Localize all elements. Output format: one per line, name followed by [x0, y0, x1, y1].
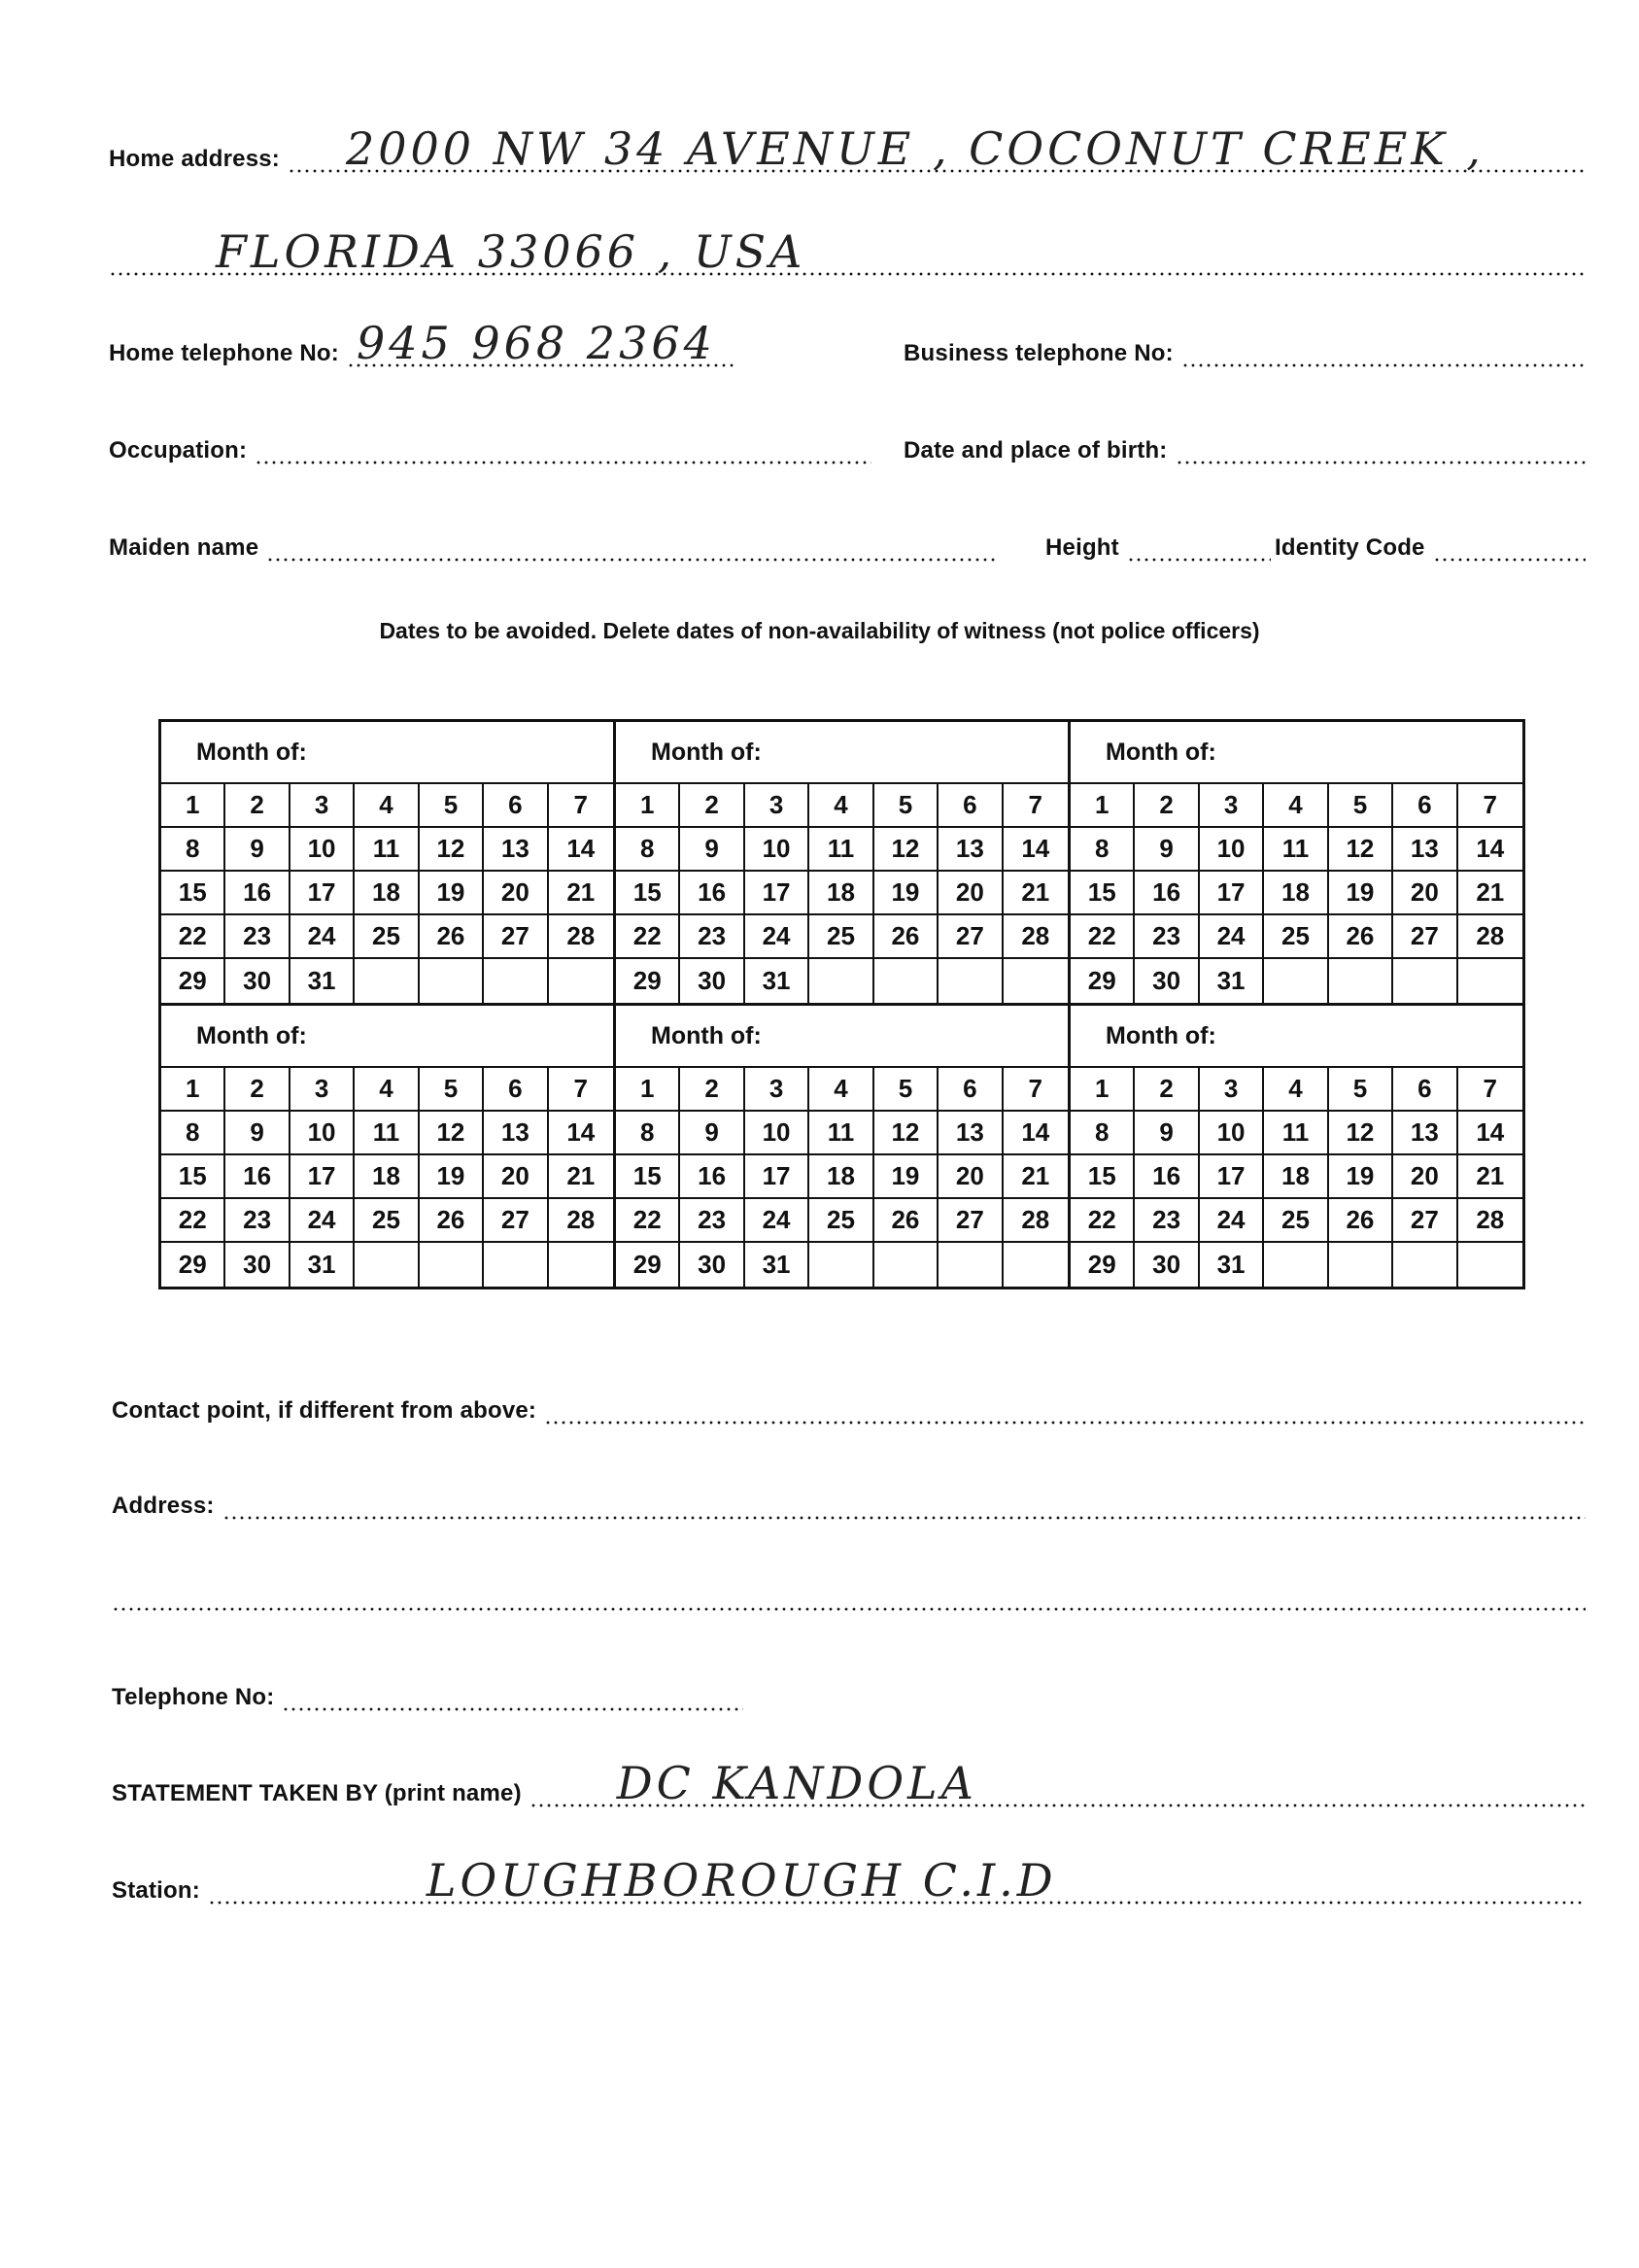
day-cell[interactable]: 12: [874, 828, 939, 872]
day-cell[interactable]: 14: [1458, 1112, 1522, 1155]
day-cell[interactable]: 31: [1200, 959, 1264, 1003]
day-cell[interactable]: 14: [549, 828, 613, 872]
day-cell[interactable]: 23: [1135, 915, 1199, 959]
day-cell[interactable]: 6: [939, 784, 1003, 828]
day-cell[interactable]: 17: [290, 872, 355, 915]
home-address-label: Home address:: [109, 146, 280, 172]
day-cell[interactable]: 30: [1135, 959, 1199, 1003]
day-cell[interactable]: 13: [1393, 1112, 1457, 1155]
day-cell[interactable]: 28: [1004, 1199, 1068, 1243]
day-cell[interactable]: 29: [1071, 1243, 1135, 1287]
day-cell[interactable]: 30: [680, 959, 744, 1003]
day-cell[interactable]: 9: [1135, 828, 1199, 872]
day-cell[interactable]: 18: [1264, 1155, 1328, 1199]
day-cell[interactable]: 24: [745, 915, 809, 959]
day-cell[interactable]: 8: [161, 828, 225, 872]
day-cell[interactable]: 23: [1135, 1199, 1199, 1243]
day-cell[interactable]: 7: [1004, 784, 1068, 828]
day-cell[interactable]: 26: [1329, 1199, 1393, 1243]
day-cell[interactable]: 25: [809, 1199, 873, 1243]
day-cell[interactable]: 3: [1200, 784, 1264, 828]
day-cell[interactable]: 11: [1264, 1112, 1328, 1155]
day-cell[interactable]: 8: [616, 1112, 680, 1155]
day-cell[interactable]: 16: [680, 1155, 744, 1199]
day-cell[interactable]: 13: [1393, 828, 1457, 872]
day-cell[interactable]: [355, 959, 419, 1003]
day-cell[interactable]: 3: [290, 784, 355, 828]
occupation-label: Occupation:: [109, 437, 248, 464]
date-place-birth-row: [904, 437, 1586, 464]
day-cell[interactable]: 5: [420, 784, 484, 828]
day-cell[interactable]: 8: [161, 1112, 225, 1155]
day-cell[interactable]: 14: [1004, 1112, 1068, 1155]
day-cell[interactable]: [1264, 1243, 1328, 1287]
day-cell[interactable]: 29: [1071, 959, 1135, 1003]
day-cell[interactable]: 11: [809, 828, 873, 872]
day-cell[interactable]: 12: [1329, 1112, 1393, 1155]
day-cell[interactable]: 7: [549, 1068, 613, 1112]
day-cell[interactable]: 13: [484, 828, 548, 872]
day-cell[interactable]: 28: [1458, 1199, 1522, 1243]
contact-point-label: Contact point, if different from above:: [112, 1397, 537, 1424]
day-cell[interactable]: 31: [290, 1243, 355, 1287]
month-label: Month of:: [161, 722, 613, 784]
home-telephone-field[interactable]: [347, 317, 735, 369]
day-cell[interactable]: [1004, 1243, 1068, 1287]
day-cell[interactable]: 25: [355, 1199, 419, 1243]
day-cell[interactable]: [549, 959, 613, 1003]
day-cell[interactable]: [1393, 959, 1457, 1003]
month-label: Month of:: [616, 722, 1068, 784]
dates-avoided-heading: Dates to be avoided. Delete dates of non-availability of witness (not police officers): [379, 618, 1260, 643]
address-row: [112, 1493, 1586, 1520]
telephone-row: [112, 1684, 743, 1711]
day-cell[interactable]: 15: [616, 1155, 680, 1199]
identity-code-row: [1275, 534, 1586, 562]
day-cell[interactable]: [1458, 1243, 1522, 1287]
maiden-name-label: Maiden name: [109, 534, 259, 561]
home-address-line1-value: 2000 NW 34 AVENUE , COCONUT CREEK ,: [346, 122, 1485, 175]
day-cell[interactable]: 11: [1264, 828, 1328, 872]
day-cell[interactable]: 22: [616, 1199, 680, 1243]
day-cell[interactable]: 15: [616, 872, 680, 915]
address-line2-field[interactable]: [112, 1586, 1586, 1611]
day-cell[interactable]: 18: [355, 872, 419, 915]
day-cell[interactable]: 20: [484, 1155, 548, 1199]
day-cell[interactable]: 12: [1329, 828, 1393, 872]
month-label: Month of:: [161, 1006, 613, 1068]
day-cell[interactable]: 23: [225, 1199, 290, 1243]
day-cell[interactable]: [549, 1243, 613, 1287]
day-cell[interactable]: 16: [680, 872, 744, 915]
day-cell[interactable]: 14: [1004, 828, 1068, 872]
day-cell[interactable]: 11: [809, 1112, 873, 1155]
day-grid: [1071, 1068, 1522, 1287]
day-cell[interactable]: [809, 1243, 873, 1287]
day-cell[interactable]: 21: [1458, 872, 1522, 915]
day-cell[interactable]: 10: [745, 828, 809, 872]
day-cell[interactable]: 27: [1393, 1199, 1457, 1243]
day-cell[interactable]: 26: [420, 1199, 484, 1243]
day-cell[interactable]: 1: [161, 1068, 225, 1112]
day-cell[interactable]: 13: [939, 828, 1003, 872]
day-cell[interactable]: 26: [874, 1199, 939, 1243]
day-cell[interactable]: 9: [225, 828, 290, 872]
address-label: Address:: [112, 1493, 215, 1519]
day-cell[interactable]: 31: [745, 959, 809, 1003]
day-cell[interactable]: 19: [1329, 1155, 1393, 1199]
day-cell[interactable]: 15: [1071, 872, 1135, 915]
day-grid: [161, 1068, 613, 1287]
identity-code-label: Identity Code: [1275, 534, 1425, 561]
day-cell[interactable]: 12: [874, 1112, 939, 1155]
home-address-line2-field[interactable]: [109, 225, 1586, 278]
day-cell[interactable]: 15: [161, 872, 225, 915]
business-telephone-label: Business telephone No:: [904, 340, 1174, 366]
day-cell[interactable]: 18: [809, 872, 873, 915]
business-telephone-field[interactable]: [1181, 342, 1586, 367]
day-cell[interactable]: 16: [1135, 1155, 1199, 1199]
day-cell[interactable]: 17: [745, 872, 809, 915]
day-cell[interactable]: 11: [355, 828, 419, 872]
day-cell[interactable]: 4: [355, 784, 419, 828]
address-line2-row: [112, 1586, 1586, 1611]
address-field[interactable]: [222, 1495, 1586, 1520]
day-cell[interactable]: 20: [939, 1155, 1003, 1199]
day-cell[interactable]: [355, 1243, 419, 1287]
telephone-label: Telephone No:: [112, 1684, 275, 1710]
day-cell[interactable]: 7: [1458, 784, 1522, 828]
contact-point-field[interactable]: [544, 1399, 1586, 1425]
height-row: [1045, 534, 1271, 562]
day-cell[interactable]: 28: [1458, 915, 1522, 959]
day-cell[interactable]: 4: [355, 1068, 419, 1112]
day-cell[interactable]: 17: [745, 1155, 809, 1199]
month-label: Month of:: [1071, 1006, 1522, 1068]
day-cell[interactable]: 27: [939, 915, 1003, 959]
day-cell[interactable]: 6: [939, 1068, 1003, 1112]
day-cell[interactable]: 8: [616, 828, 680, 872]
day-cell[interactable]: 19: [420, 872, 484, 915]
day-cell[interactable]: 3: [290, 1068, 355, 1112]
day-cell[interactable]: [874, 959, 939, 1003]
day-cell[interactable]: 22: [1071, 1199, 1135, 1243]
day-cell[interactable]: 13: [484, 1112, 548, 1155]
day-cell[interactable]: 3: [1200, 1068, 1264, 1112]
day-cell[interactable]: 26: [1329, 915, 1393, 959]
day-cell[interactable]: 21: [549, 872, 613, 915]
day-cell[interactable]: [809, 959, 873, 1003]
day-cell[interactable]: 28: [1004, 915, 1068, 959]
occupation-field[interactable]: [255, 439, 871, 464]
day-cell[interactable]: [420, 1243, 484, 1287]
day-cell[interactable]: 9: [680, 1112, 744, 1155]
day-cell[interactable]: 22: [1071, 915, 1135, 959]
day-cell[interactable]: 19: [420, 1155, 484, 1199]
day-cell[interactable]: 15: [161, 1155, 225, 1199]
day-cell[interactable]: 26: [420, 915, 484, 959]
day-cell[interactable]: 25: [809, 915, 873, 959]
day-cell[interactable]: 31: [745, 1243, 809, 1287]
day-cell[interactable]: 12: [420, 828, 484, 872]
day-cell[interactable]: 2: [225, 1068, 290, 1112]
day-cell[interactable]: 27: [939, 1199, 1003, 1243]
maiden-name-row: [109, 534, 998, 562]
day-cell[interactable]: 29: [161, 959, 225, 1003]
home-telephone-value: 945 968 2364: [356, 317, 716, 369]
day-cell[interactable]: [874, 1243, 939, 1287]
day-cell[interactable]: 10: [1200, 1112, 1264, 1155]
day-cell[interactable]: 4: [1264, 784, 1328, 828]
calendar-row-top: [161, 722, 1522, 1003]
day-cell[interactable]: 6: [484, 784, 548, 828]
day-cell[interactable]: 21: [1004, 1155, 1068, 1199]
day-cell[interactable]: 10: [745, 1112, 809, 1155]
month-block: [1068, 722, 1522, 1003]
day-cell[interactable]: 24: [1200, 915, 1264, 959]
day-cell[interactable]: 13: [939, 1112, 1003, 1155]
home-address-row: [109, 122, 1586, 175]
day-grid: [616, 1068, 1068, 1287]
day-grid: [616, 784, 1068, 1003]
day-cell[interactable]: 14: [549, 1112, 613, 1155]
day-cell[interactable]: 8: [1071, 1112, 1135, 1155]
day-cell[interactable]: 1: [616, 784, 680, 828]
day-cell[interactable]: 9: [1135, 1112, 1199, 1155]
day-cell[interactable]: [1329, 1243, 1393, 1287]
day-cell[interactable]: 29: [616, 1243, 680, 1287]
day-cell[interactable]: 18: [355, 1155, 419, 1199]
day-cell[interactable]: 20: [1393, 1155, 1457, 1199]
day-grid: [1071, 784, 1522, 1003]
day-cell[interactable]: 28: [549, 1199, 613, 1243]
day-cell[interactable]: 2: [1135, 784, 1199, 828]
day-cell[interactable]: 4: [809, 784, 873, 828]
day-cell[interactable]: 3: [745, 1068, 809, 1112]
day-cell[interactable]: 21: [1004, 872, 1068, 915]
day-cell[interactable]: 5: [420, 1068, 484, 1112]
day-cell[interactable]: 24: [290, 1199, 355, 1243]
day-cell[interactable]: [1264, 959, 1328, 1003]
day-cell[interactable]: 27: [1393, 915, 1457, 959]
business-telephone-row: [904, 340, 1586, 367]
day-cell[interactable]: [1004, 959, 1068, 1003]
day-cell[interactable]: 16: [225, 1155, 290, 1199]
day-cell[interactable]: 12: [420, 1112, 484, 1155]
contact-point-row: [112, 1397, 1586, 1425]
day-cell[interactable]: 24: [290, 915, 355, 959]
day-cell[interactable]: 6: [1393, 784, 1457, 828]
day-cell[interactable]: 5: [1329, 1068, 1393, 1112]
occupation-row: [109, 437, 871, 464]
day-cell[interactable]: 19: [874, 872, 939, 915]
day-cell[interactable]: 1: [161, 784, 225, 828]
day-cell[interactable]: 18: [809, 1155, 873, 1199]
day-cell[interactable]: 14: [1458, 828, 1522, 872]
height-label: Height: [1045, 534, 1119, 561]
day-cell[interactable]: 17: [1200, 872, 1264, 915]
home-address-field[interactable]: [288, 122, 1586, 175]
statement-taken-by-label: STATEMENT TAKEN BY (print name): [112, 1780, 522, 1806]
date-place-birth-label: Date and place of birth:: [904, 437, 1168, 464]
day-cell[interactable]: 10: [290, 1112, 355, 1155]
day-cell[interactable]: 16: [225, 872, 290, 915]
day-cell[interactable]: 30: [1135, 1243, 1199, 1287]
day-cell[interactable]: 2: [680, 784, 744, 828]
day-cell[interactable]: 5: [874, 784, 939, 828]
day-cell[interactable]: 1: [1071, 784, 1135, 828]
day-cell[interactable]: 28: [549, 915, 613, 959]
day-cell[interactable]: 17: [290, 1155, 355, 1199]
day-cell[interactable]: 24: [1200, 1199, 1264, 1243]
day-cell[interactable]: 18: [1264, 872, 1328, 915]
day-cell[interactable]: 2: [680, 1068, 744, 1112]
day-cell[interactable]: 15: [1071, 1155, 1135, 1199]
day-cell[interactable]: 23: [680, 915, 744, 959]
day-cell[interactable]: 23: [680, 1199, 744, 1243]
day-cell[interactable]: 5: [874, 1068, 939, 1112]
day-cell[interactable]: [1458, 959, 1522, 1003]
day-cell[interactable]: 7: [1004, 1068, 1068, 1112]
telephone-field[interactable]: [282, 1686, 743, 1711]
day-cell[interactable]: 6: [484, 1068, 548, 1112]
day-cell[interactable]: 6: [1393, 1068, 1457, 1112]
day-cell[interactable]: 16: [1135, 872, 1199, 915]
home-address-line2-row: [109, 225, 1586, 278]
day-cell[interactable]: 31: [1200, 1243, 1264, 1287]
day-cell[interactable]: 30: [225, 1243, 290, 1287]
maiden-name-field[interactable]: [266, 536, 998, 562]
day-cell[interactable]: 29: [161, 1243, 225, 1287]
day-cell[interactable]: 22: [161, 1199, 225, 1243]
height-field[interactable]: [1127, 536, 1271, 562]
day-cell[interactable]: 9: [225, 1112, 290, 1155]
day-cell[interactable]: 30: [225, 959, 290, 1003]
day-grid: [161, 784, 613, 1003]
day-cell[interactable]: [1393, 1243, 1457, 1287]
day-cell[interactable]: 3: [745, 784, 809, 828]
day-cell[interactable]: 26: [874, 915, 939, 959]
day-cell[interactable]: 11: [355, 1112, 419, 1155]
day-cell[interactable]: [939, 1243, 1003, 1287]
day-cell[interactable]: 24: [745, 1199, 809, 1243]
statement-taken-by-value: DC KANDOLA: [616, 1757, 977, 1809]
station-field[interactable]: [208, 1854, 1586, 1907]
month-label: Month of:: [616, 1006, 1068, 1068]
day-cell[interactable]: [939, 959, 1003, 1003]
day-cell[interactable]: 31: [290, 959, 355, 1003]
day-cell[interactable]: 20: [939, 872, 1003, 915]
day-cell[interactable]: [1329, 959, 1393, 1003]
day-cell[interactable]: 21: [549, 1155, 613, 1199]
statement-taken-by-row: [112, 1757, 1586, 1809]
day-cell[interactable]: 10: [290, 828, 355, 872]
day-cell[interactable]: 27: [484, 915, 548, 959]
day-cell[interactable]: 10: [1200, 828, 1264, 872]
month-label: Month of:: [1071, 722, 1522, 784]
home-telephone-label: Home telephone No:: [109, 340, 339, 366]
day-cell[interactable]: [484, 959, 548, 1003]
calendar-grid: [158, 719, 1525, 1289]
day-cell[interactable]: 23: [225, 915, 290, 959]
day-cell[interactable]: 4: [809, 1068, 873, 1112]
day-cell[interactable]: 20: [484, 872, 548, 915]
month-block: [161, 1006, 613, 1287]
day-cell[interactable]: 22: [616, 915, 680, 959]
home-telephone-row: [109, 317, 857, 369]
day-cell[interactable]: 8: [1071, 828, 1135, 872]
day-cell[interactable]: [484, 1243, 548, 1287]
month-block: [1068, 1006, 1522, 1287]
day-cell[interactable]: 7: [1458, 1068, 1522, 1112]
day-cell[interactable]: 27: [484, 1199, 548, 1243]
day-cell[interactable]: 7: [549, 784, 613, 828]
day-cell[interactable]: 19: [1329, 872, 1393, 915]
day-cell[interactable]: [420, 959, 484, 1003]
day-cell[interactable]: 22: [161, 915, 225, 959]
day-cell[interactable]: 2: [1135, 1068, 1199, 1112]
station-label: Station:: [112, 1877, 200, 1904]
day-cell[interactable]: 25: [355, 915, 419, 959]
day-cell[interactable]: 1: [1071, 1068, 1135, 1112]
month-block: [613, 722, 1068, 1003]
day-cell[interactable]: 5: [1329, 784, 1393, 828]
day-cell[interactable]: 2: [225, 784, 290, 828]
day-cell[interactable]: 25: [1264, 915, 1328, 959]
day-cell[interactable]: 30: [680, 1243, 744, 1287]
home-address-line2-value: FLORIDA 33066 , USA: [216, 225, 806, 278]
day-cell[interactable]: 19: [874, 1155, 939, 1199]
day-cell[interactable]: 25: [1264, 1199, 1328, 1243]
month-block: [161, 722, 613, 1003]
day-cell[interactable]: 17: [1200, 1155, 1264, 1199]
calendar-row-bottom: [161, 1003, 1522, 1287]
day-cell[interactable]: 29: [616, 959, 680, 1003]
day-cell[interactable]: 4: [1264, 1068, 1328, 1112]
station-value: LOUGHBOROUGH C.I.D: [426, 1854, 1057, 1907]
identity-code-field[interactable]: [1433, 536, 1586, 562]
day-cell[interactable]: 21: [1458, 1155, 1522, 1199]
station-row: [112, 1854, 1586, 1907]
day-cell[interactable]: 1: [616, 1068, 680, 1112]
date-place-birth-field[interactable]: [1176, 439, 1587, 464]
statement-taken-by-field[interactable]: [529, 1757, 1586, 1809]
month-block: [613, 1006, 1068, 1287]
day-cell[interactable]: 9: [680, 828, 744, 872]
day-cell[interactable]: 20: [1393, 872, 1457, 915]
